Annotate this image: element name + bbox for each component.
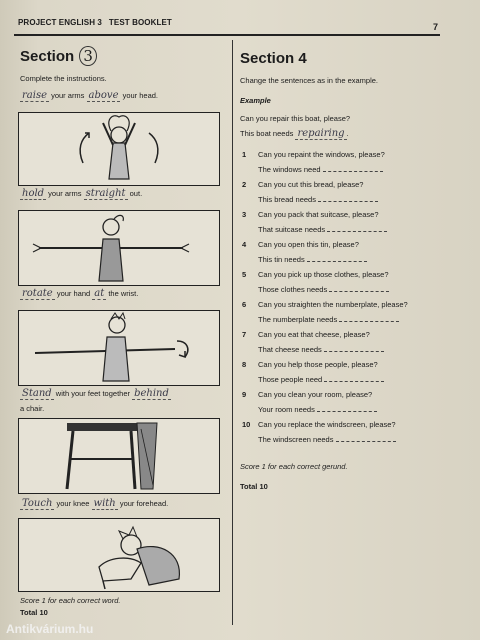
question-text: Can you repaint the windows, please? [258,150,385,159]
illustration-raise-arms [18,112,220,186]
section3-title: Section 3 [20,46,97,66]
answer-blank[interactable] [323,171,383,172]
section4-total: Total 10 [240,482,268,491]
question-number: 5 [242,270,247,279]
section4-instructions: Change the sentences as in the example. [240,76,379,85]
section3-total: Total 10 [20,608,48,617]
illustration-arms-out [18,210,220,286]
handwritten-answer: rotate [22,288,53,299]
answer-blank[interactable] [317,411,377,412]
question-item [242,330,370,339]
answer-line [258,345,384,354]
question-number: 7 [242,330,247,339]
handwritten-answer: behind [134,388,169,399]
question-item [242,420,396,429]
answer-prompt: Those people need [258,375,323,384]
question-number: 3 [242,210,247,219]
s3-item-5: Touch your knee with your forehead. [22,498,169,509]
answer-prompt: Your room needs [258,405,315,414]
handwritten-answer: straight [85,188,126,199]
question-item [242,150,385,159]
illustration-stand-behind-chair [18,418,220,494]
page-header [18,18,438,27]
question-number: 8 [242,360,247,369]
answer-line [258,195,378,204]
answer-blank[interactable] [318,201,378,202]
answer-prompt: That suitcase needs [258,225,326,234]
figure-arms-out [19,211,219,285]
question-item [242,270,389,279]
answer-line [258,435,396,444]
question-item [242,180,363,189]
answer-line [258,375,384,384]
handwritten-answer: at [94,288,105,299]
answer-prompt: This tin needs [258,255,305,264]
section3-score-note: Score 1 for each correct word. [20,596,121,605]
figure-raise-arms [19,113,219,185]
figure-chair [19,419,219,493]
answer-prompt: The windscreen needs [258,435,334,444]
question-text: Can you help those people, please? [258,360,378,369]
answer-blank[interactable] [329,291,389,292]
handwritten-answer: raise [22,90,47,101]
question-number: 9 [242,390,247,399]
question-item [242,240,359,249]
answer-line [258,315,399,324]
example-label: Example [240,96,271,105]
answer-blank[interactable] [324,351,384,352]
book-title: PROJECT ENGLISH 3 [18,18,102,27]
question-text: Can you replace the windscreen, please? [258,420,396,429]
answer-blank[interactable] [307,261,367,262]
question-text: Can you eat that cheese, please? [258,330,370,339]
handwritten-answer: Touch [22,498,53,509]
answer-line [258,225,387,234]
watermark-logo: Antikvárium.hu [6,622,94,636]
handwritten-answer: Stand [22,388,52,399]
question-item [242,360,378,369]
answer-blank[interactable] [339,321,399,322]
section3-instructions: Complete the instructions. [20,74,107,83]
answer-prompt: The numberplate needs [258,315,338,324]
answer-line [258,165,383,174]
question-number: 6 [242,300,247,309]
header-rule [14,34,440,36]
example-question: Can you repair this boat, please? [240,114,351,123]
s3-item-3: rotate your hand at the wrist. [22,288,139,299]
question-item [242,390,372,399]
question-text: Can you pick up those clothes, please? [258,270,389,279]
question-number: 4 [242,240,247,249]
figure-touch-knee [19,519,219,591]
section4-title: Section 4 [240,50,307,67]
question-text: Can you pack that suitcase, please? [258,210,379,219]
question-number: 1 [242,150,247,159]
answer-prompt: The windows need [258,165,321,174]
example-answer: This boat needs repairing . [240,128,349,139]
question-text: Can you cut this bread, please? [258,180,364,189]
s3-item-2: hold your arms straight out. [22,188,143,199]
answer-blank[interactable] [327,231,387,232]
question-text: Can you straighten the numberplate, please? [258,300,408,309]
answer-prompt: This bread needs [258,195,316,204]
answer-line [258,255,367,264]
answer-line [258,405,377,414]
handwritten-answer: above [88,90,119,101]
answer-blank[interactable] [336,441,396,442]
section4-score-note: Score 1 for each correct gerund. [240,462,348,471]
question-text: Can you open this tin, please? [258,240,359,249]
s3-item-4: Stand with your feet together behind [22,388,169,399]
answer-line [258,285,389,294]
answer-prompt: That cheese needs [258,345,322,354]
figure-rotate-wrist [19,311,219,385]
illustration-rotate-wrist [18,310,220,386]
column-divider [232,40,233,625]
illustration-touch-knee [18,518,220,592]
handwritten-answer: with [93,498,116,509]
question-item [242,300,408,309]
question-number: 2 [242,180,247,189]
book-subtitle: TEST BOOKLET [108,18,172,27]
answer-blank[interactable] [324,381,384,382]
answer-prompt: Those clothes needs [258,285,328,294]
question-number: 10 [242,420,251,429]
s3-item-1: raise your arms above your head. [22,90,159,101]
s3-item-4-end: a chair. [20,404,45,413]
section3-circled-number: 3 [79,46,97,66]
handwritten-answer: repairing [297,128,345,139]
question-text: Can you clean your room, please? [258,390,373,399]
handwritten-answer: hold [22,188,45,199]
page-number: 7 [432,22,438,32]
question-item [242,210,379,219]
